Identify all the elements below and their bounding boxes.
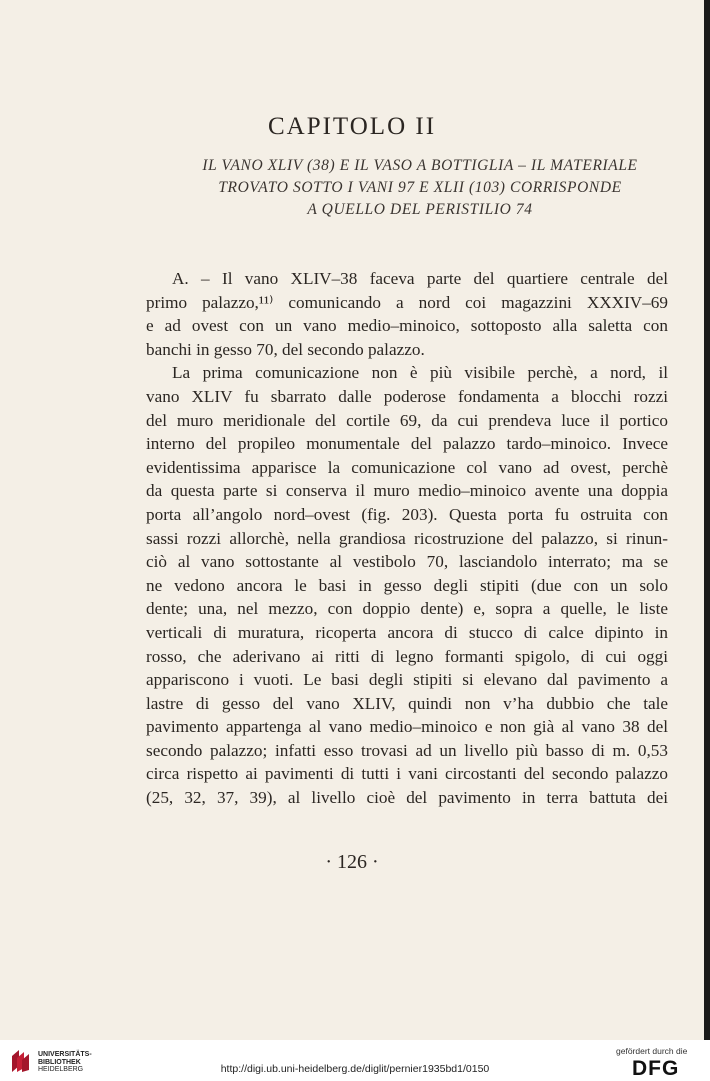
page-number: · 126 ·: [325, 851, 379, 873]
text-line: (25, 32, 37, 39), al livello cioè del pavimento in terra battuta dei: [146, 788, 668, 808]
scan-edge: [704, 0, 710, 1040]
text-line: circa rispetto ai pavimenti di tutti i vani circostanti del secondo palazzo: [146, 764, 668, 784]
text-line: rosso, che aderivano ai ritti di legno formanti spigolo, di cui oggi: [146, 646, 668, 666]
text-line: porta all’angolo nord–ovest (fig. 203). Questa porta fu ostruita con: [146, 504, 668, 524]
text-line: ne vedono ancora le basi in gesso degli stipiti (due con un solo: [146, 575, 668, 595]
text-line: banchi in gesso 70, del secondo palazzo.: [146, 339, 425, 359]
library-name-line: HEIDELBERG: [38, 1066, 84, 1074]
text-line: secondo palazzo; infatti esso trovasi ad un livello più basso di m. 0,53: [146, 740, 668, 760]
subtitle-line: A QUELLO DEL PERISTILIO 74: [307, 201, 533, 218]
text-line: primo palazzo,¹¹⁾ comunicando a nord coi magazzini XXXIV–69: [146, 292, 668, 312]
funder-caption: gefördert durch die: [616, 1046, 688, 1056]
text-line: ciò al vano sottostante al vestibolo 70, lasciandolo interrato; ma se: [146, 552, 668, 572]
text-line: e ad ovest con un vano medio–minoico, sottoposto alla saletta con: [146, 316, 668, 336]
text-line: pavimento appartenga al vano medio–minoico e non già al vano 38 del: [146, 717, 668, 737]
library-name-line: BIBLIOTHEK: [38, 1058, 81, 1066]
dfg-logo: DFG: [632, 1057, 680, 1080]
text-line: dente; una, nel mezzo, con doppio dente) e, sopra a quelle, le liste: [146, 599, 668, 619]
subtitle-line: IL VANO XLIV (38) E IL VASO A BOTTIGLIA – IL MATERIALE: [202, 157, 638, 174]
text-line: vano XLIV fu sbarrato dalle poderose fondamenta a blocchi rozzi: [146, 386, 668, 406]
library-name-line: UNIVERSITÄTS-: [38, 1051, 92, 1058]
body-text: [146, 267, 668, 810]
text-line: sassi rozzi allorchè, nella grandiosa ricostruzione del palazzo, si rinun-: [146, 528, 668, 548]
text-line: interno del propileo monumentale del palazzo tardo–minoico. Invece: [146, 434, 668, 454]
text-line: del muro meridionale del cortile 69, da cui prendeva luce il portico: [146, 410, 668, 430]
text-line: appariscono i vuoti. Le basi degli stipiti si elevano dal pavimento a: [146, 670, 668, 690]
text-line: verticali di muratura, ricoperta ancora di stucco di calce dipinto in: [146, 622, 668, 642]
chapter-subtitle: [150, 155, 690, 221]
chapter-title: CAPITOLO II: [267, 113, 437, 140]
text-line: da questa parte si conserva il muro medio–minoico avente una doppia: [146, 481, 668, 501]
text-line: evidentissima apparisce la comunicazione col vano ad ovest, perchè: [146, 457, 668, 477]
permalink-url[interactable]: http://digi.ub.uni-heidelberg.de/diglit/pernier1935bd1/0150: [220, 1063, 490, 1075]
text-line: A. – Il vano XLIV–38 faceva parte del quartiere centrale del: [172, 269, 668, 288]
subtitle-line: TROVATO SOTTO I VANI 97 E XLII (103) CORRISPONDE: [218, 179, 622, 196]
text-line: La prima comunicazione non è più visibile perchè, a nord, il: [172, 363, 668, 383]
text-line: lastre di gesso del vano XLIV, quindi non v’ha dubbio che tale: [146, 693, 668, 713]
